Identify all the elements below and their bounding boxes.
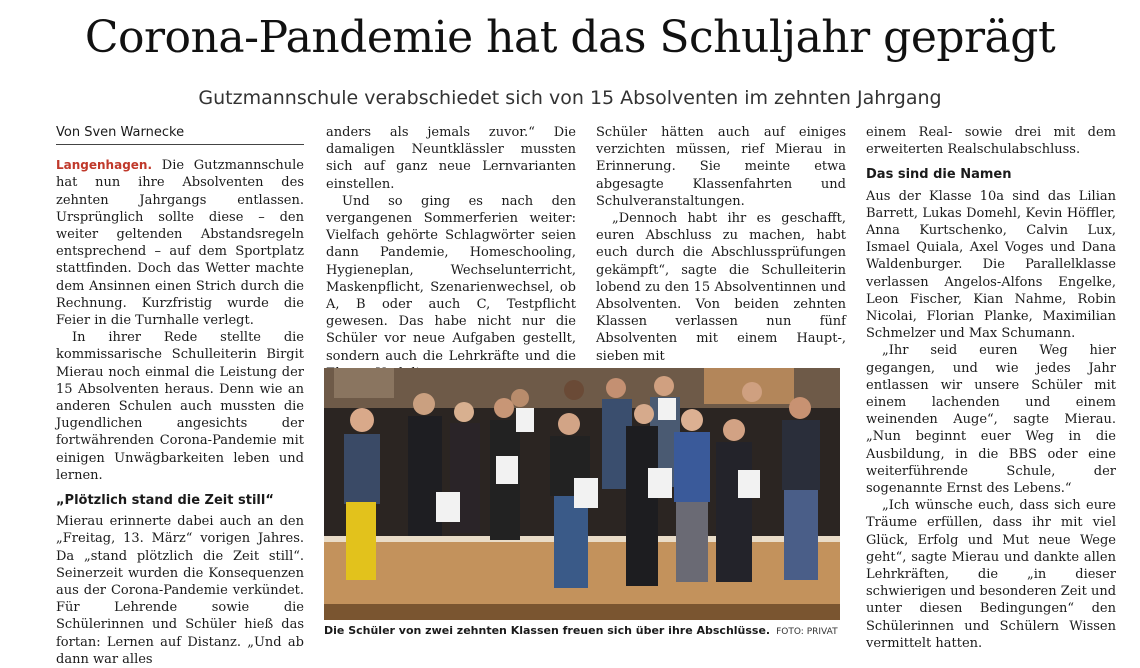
paragraph: „Dennoch habt ihr es geschafft, euren Abschluss zu machen, habt euch durch die Abschlussprüfungen gekämpft“, sagte die Schulleiterin lobend zu den 15 Absolventinnen und Absolventen. Von beiden zehnten Klassen verlassen nun fünf Absolventen mit einem Haupt-, sieben mit xyxy=(596,211,846,364)
paragraph: Schüler hätten auch auf einiges verzichten müssen, rief Mierau in Erinnerung. Sie meinte etwa abgesagte Klassenfahrten und Schulveranstaltungen. xyxy=(596,125,846,209)
group-photo xyxy=(324,368,840,620)
article-column-2 xyxy=(326,124,576,382)
paragraph: einem Real- sowie drei mit dem erweiterten Realschulabschluss. xyxy=(866,125,1116,158)
section-subhead: Das sind die Namen xyxy=(866,167,1012,183)
paragraph: „Ihr seid euren Weg hier gegangen, und wie jedes Jahr entlassen wir unsere Schüler mit einem lachenden und einem weinenden Auge“, sagte Mierau. „Nun beginnt euer Weg in die Ausbildung, in die BBS oder eine weiterführende Schule, der sogenannte Ernst des Lebens.“ xyxy=(866,343,1116,497)
article-column-4 xyxy=(866,124,1116,652)
paragraph: In ihrer Rede stellte die kommissarische Schulleiterin Birgit Mierau noch einmal die Leistung der 15 Absolventen heraus. Denn wie an anderen Schulen auch mussten die Jugendlichen angesichts der fortwährenden Corona-Pandemie mit einigen Unwägbarkeiten leben und lernen. xyxy=(56,330,304,483)
photo-credit: FOTO: PRIVAT xyxy=(776,627,838,637)
paragraph: Aus der Klasse 10a sind das Lilian Barrett, Lukas Domehl, Kevin Höffler, Anna Kurtschenko, Calvin Lux, Ismael Quiala, Axel Voges und Dana Waldenburger. Die Parallelklasse verlassen Angelos-Alfons Engelke, Leon Fischer, Kian Nahme, Robin Nicolai, Florian Planke, Maximilian Schmelzer und Max Schumann. xyxy=(866,188,1116,342)
paragraph: Langenhagen. Die Gutzmannschule hat nun ihre Absolventen des zehnten Jahrgangs entlassen. Ursprünglich sollte diese – den weiter geltenden Abstandsregeln entsprechend – auf dem Sportplatz stattfinden. Doch das Wetter machte dem Ansinnen einen Strich durch die Rechnung. Kurzfristig wurde die Feier in die Turnhalle verlegt. xyxy=(56,158,304,329)
subheadline: Gutzmannschule verabschiedet sich von 15 Absolventen im zehnten Jahrgang xyxy=(198,87,942,109)
article-column-3 xyxy=(596,124,846,365)
dateline: Langenhagen. xyxy=(56,158,153,173)
paragraph: Und so ging es nach den vergangenen Sommerferien weiter: Vielfach gehörte Schlagwörter seien dann Pandemie, Homeschooling, Hygieneplan, Wechselunterricht, Maskenpflicht, Szenarienwechsel, ob A, B oder auch C, Testpflicht gewesen. Das habe nicht nur die Schüler vor neue Aufgaben gestellt, sondern auch die Lehrkräfte und die xyxy=(326,193,576,364)
paragraph: anders als jemals zuvor.“ Die damaligen Neuntklässler mussten sich auf ganz neue Lernvarianten einstellen. xyxy=(326,125,576,192)
article-column-1 xyxy=(56,124,304,668)
photo-caption: Die Schüler von zwei zehnten Klassen freuen sich über ihre Abschlüsse. FOTO: PRIVAT xyxy=(324,624,838,637)
section-subhead: „Plötzlich stand die Zeit still“ xyxy=(56,493,274,509)
paragraph: „Ich wünsche euch, dass sich eure Träume erfüllen, dass ihr mit viel Glück, Erfolg und Mut neue Wege geht“, sagte Mierau und dankte allen Lehrkräften, die „in dieser schwierigen und besonderen Zeit und unter diesen Bedingungen“ den Schülerinnen und Schülern Wissen vermittelt hatten. xyxy=(866,498,1117,651)
headline: Corona-Pandemie hat das Schuljahr geprägt xyxy=(84,12,1056,63)
author-byline: Von Sven Warnecke xyxy=(56,124,304,145)
paragraph: Mierau erinnerte dabei auch an den „Freitag, 13. März“ vorigen Jahres. Da „stand plötzlich die Zeit still“. Seinerzeit wurden die Konsequenzen aus der Corona-Pandemie verkündet. Für Lehrende sowie die Schülerinnen und Schüler hieß das fortan: Lernen auf Distanz. „Und ab dann war alles xyxy=(56,514,304,667)
